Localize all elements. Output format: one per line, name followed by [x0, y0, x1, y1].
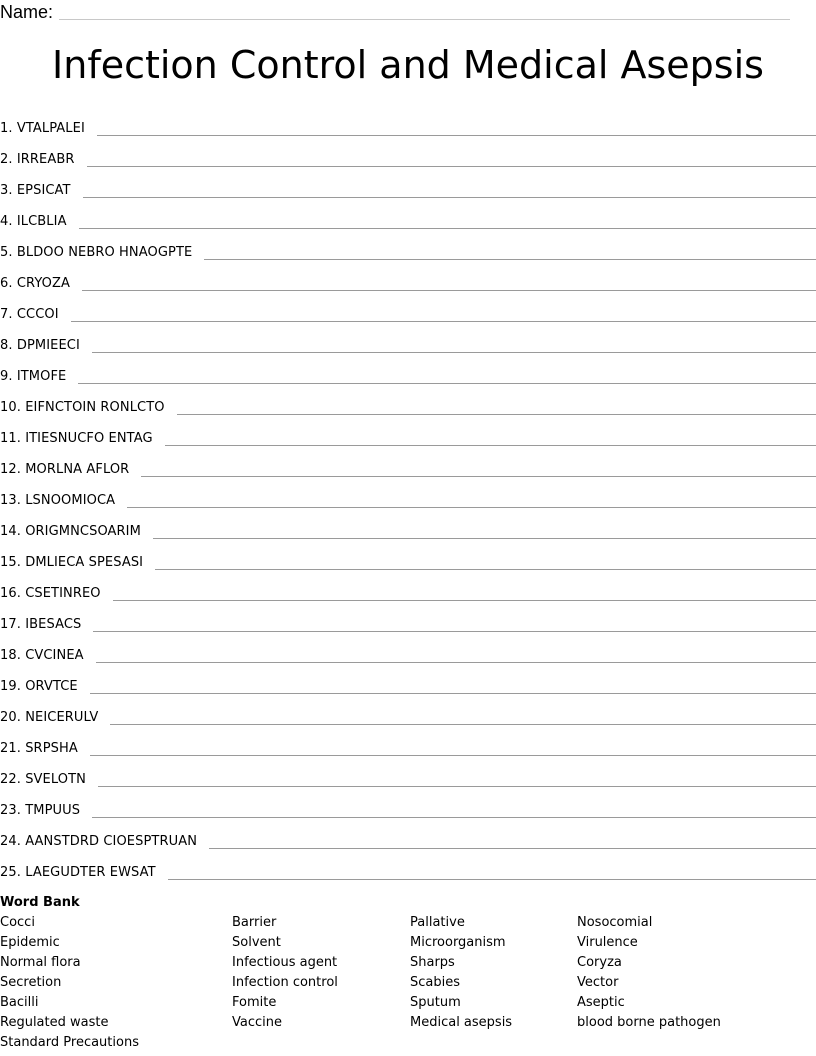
- question-row: [0, 295, 816, 326]
- question-text: 1. VTALPALEI: [0, 121, 85, 136]
- question-row: [0, 512, 816, 543]
- name-row: [0, 0, 790, 22]
- answer-line[interactable]: [96, 661, 816, 663]
- answer-line[interactable]: [97, 134, 816, 136]
- answer-line[interactable]: [141, 475, 816, 477]
- question-text: 24. AANSTDRD CIOESPTRUAN: [0, 834, 198, 849]
- word-bank-item: Sputum: [410, 995, 461, 1010]
- answer-line[interactable]: [110, 723, 816, 725]
- word-bank-item: Vector: [577, 975, 619, 990]
- question-text: 25. LAEGUDTER EWSAT: [0, 865, 156, 880]
- question-text: 16. CSETINREO: [0, 586, 101, 601]
- word-bank-item: Barrier: [232, 915, 277, 930]
- question-row: [0, 171, 816, 202]
- word-bank-item: Medical asepsis: [410, 1015, 513, 1030]
- word-bank-title: Word Bank: [0, 895, 80, 910]
- question-text: 14. ORIGMNCSOARIM: [0, 524, 141, 539]
- word-bank-item: Microorganism: [410, 935, 506, 950]
- question-row: [0, 357, 816, 388]
- question-row: [0, 853, 816, 884]
- word-bank-item: Coryza: [577, 955, 622, 970]
- word-bank-item: Infection control: [232, 975, 338, 990]
- question-row: [0, 667, 816, 698]
- question-row: [0, 419, 816, 450]
- word-bank-item: Vaccine: [232, 1015, 282, 1030]
- word-bank-column-4: [577, 913, 721, 1033]
- question-text: 6. CRYOZA: [0, 276, 70, 291]
- answer-line[interactable]: [165, 444, 816, 446]
- name-label: Name:: [0, 2, 54, 22]
- question-text: 20. NEICERULV: [0, 710, 99, 725]
- question-row: [0, 543, 816, 574]
- question-list: [0, 109, 816, 884]
- question-row: [0, 450, 816, 481]
- word-bank-item: Regulated waste: [0, 1015, 109, 1030]
- answer-line[interactable]: [98, 785, 816, 787]
- question-row: [0, 326, 816, 357]
- page-title: Infection Control and Medical Asepsis: [52, 43, 764, 87]
- word-bank-item: Secretion: [0, 975, 62, 990]
- answer-line[interactable]: [83, 196, 816, 198]
- question-row: [0, 729, 816, 760]
- word-bank-item: Bacilli: [0, 995, 39, 1010]
- question-text: 9. ITMOFE: [0, 369, 67, 384]
- question-text: 17. IBESACS: [0, 617, 82, 632]
- question-text: 12. MORLNA AFLOR: [0, 462, 130, 477]
- question-text: 15. DMLIECA SPESASI: [0, 555, 144, 570]
- word-bank-item: Aseptic: [577, 995, 625, 1010]
- question-row: [0, 202, 816, 233]
- answer-line[interactable]: [92, 816, 816, 818]
- answer-line[interactable]: [204, 258, 816, 260]
- answer-line[interactable]: [113, 599, 816, 601]
- word-bank-item: Pallative: [410, 915, 465, 930]
- question-row: [0, 264, 816, 295]
- question-text: 18. CVCINEA: [0, 648, 84, 663]
- answer-line[interactable]: [155, 568, 816, 570]
- answer-line[interactable]: [78, 382, 816, 384]
- answer-line[interactable]: [79, 227, 816, 229]
- word-bank-item: Fomite: [232, 995, 277, 1010]
- question-text: 4. ILCBLIA: [0, 214, 67, 229]
- question-row: [0, 140, 816, 171]
- word-bank-column-1: [0, 913, 139, 1053]
- answer-line[interactable]: [153, 537, 816, 539]
- answer-line[interactable]: [168, 878, 816, 880]
- word-bank-item: Cocci: [0, 915, 35, 930]
- question-row: [0, 388, 816, 419]
- question-text: 2. IRREABR: [0, 152, 75, 167]
- word-bank-item: blood borne pathogen: [577, 1015, 721, 1030]
- answer-line[interactable]: [90, 692, 816, 694]
- answer-line[interactable]: [71, 320, 816, 322]
- word-bank-item: Scabies: [410, 975, 461, 990]
- question-row: [0, 760, 816, 791]
- word-bank-column-2: [232, 913, 338, 1033]
- question-text: 22. SVELOTN: [0, 772, 86, 787]
- name-line: [59, 3, 790, 20]
- answer-line[interactable]: [209, 847, 816, 849]
- word-bank-item: Standard Precautions: [0, 1035, 139, 1050]
- question-text: 5. BLDOO NEBRO HNAOGPTE: [0, 245, 193, 260]
- question-row: [0, 233, 816, 264]
- question-text: 8. DPMIEECI: [0, 338, 80, 353]
- question-text: 13. LSNOOMIOCA: [0, 493, 116, 508]
- question-text: 19. ORVTCE: [0, 679, 78, 694]
- word-bank-item: Epidemic: [0, 935, 60, 950]
- answer-line[interactable]: [127, 506, 816, 508]
- question-text: 23. TMPUUS: [0, 803, 81, 818]
- word-bank-item: Nosocomial: [577, 915, 653, 930]
- question-text: 3. EPSICAT: [0, 183, 71, 198]
- question-text: 11. ITIESNUCFO ENTAG: [0, 431, 153, 446]
- question-row: [0, 481, 816, 512]
- question-row: [0, 636, 816, 667]
- question-text: 21. SRPSHA: [0, 741, 78, 756]
- question-row: [0, 698, 816, 729]
- word-bank: [0, 913, 816, 1053]
- question-row: [0, 605, 816, 636]
- question-text: 10. EIFNCTOIN RONLCTO: [0, 400, 165, 415]
- question-row: [0, 791, 816, 822]
- answer-line[interactable]: [87, 165, 816, 167]
- answer-line[interactable]: [90, 754, 816, 756]
- question-row: [0, 822, 816, 853]
- answer-line[interactable]: [93, 630, 816, 632]
- answer-line[interactable]: [177, 413, 816, 415]
- word-bank-item: Normal flora: [0, 955, 81, 970]
- question-text: 7. CCCOI: [0, 307, 59, 322]
- word-bank-item: Virulence: [577, 935, 638, 950]
- question-row: [0, 109, 816, 140]
- word-bank-item: Infectious agent: [232, 955, 338, 970]
- word-bank-column-3: [410, 913, 512, 1033]
- answer-line[interactable]: [92, 351, 816, 353]
- word-bank-item: Sharps: [410, 955, 455, 970]
- answer-line[interactable]: [82, 289, 816, 291]
- question-row: [0, 574, 816, 605]
- word-bank-item: Solvent: [232, 935, 281, 950]
